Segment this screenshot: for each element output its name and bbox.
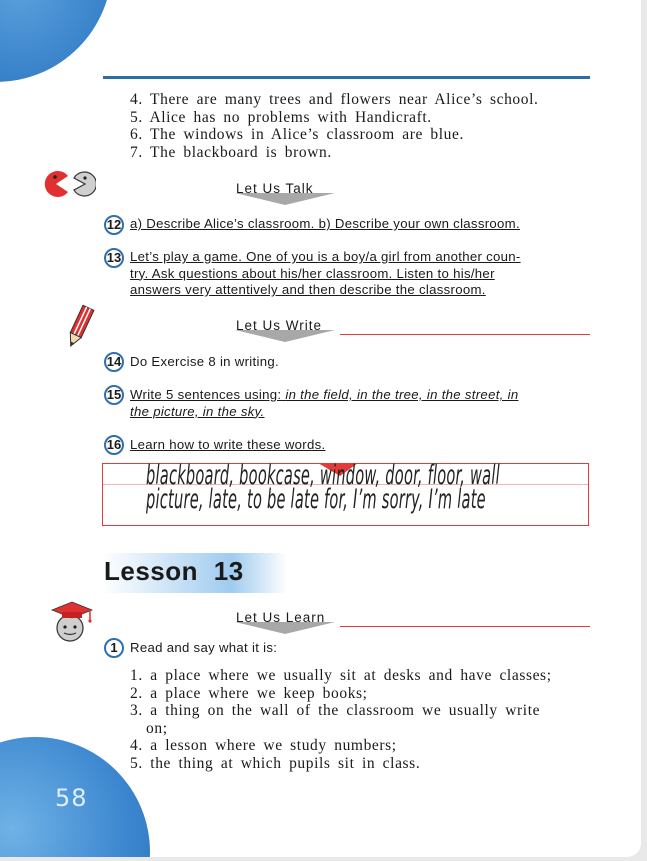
handwriting-line-1: blackboard, bookcase, window, door, floor, wall — [146, 460, 500, 491]
write-pencil-icon — [60, 302, 100, 350]
exercise-1-number: 1 — [104, 638, 124, 658]
exercise-1-text: Read and say what it is: — [130, 640, 278, 655]
statement-item: 5. Alice has no problems with Handicraft. — [130, 108, 432, 126]
exercise-14-number: 14 — [104, 352, 124, 372]
definition-item: 5. the thing at which pupils sit in class. — [130, 754, 421, 772]
definition-item: on; — [146, 719, 168, 737]
heading-triangle — [235, 622, 335, 634]
exercise-16-text — [130, 437, 325, 454]
section-talk-heading — [230, 181, 350, 209]
statement-list — [130, 91, 539, 161]
definition-item: 3. a thing on the wall of the classroom we usually write — [130, 702, 541, 720]
exercise-16-number: 16 — [104, 435, 124, 455]
definition-item: 4. a lesson where we study numbers; — [130, 737, 397, 755]
exercise-12-number: 12 — [104, 215, 124, 235]
corner-decoration-top — [0, 0, 112, 82]
page-number: 58 — [55, 784, 88, 812]
exercise-12-text — [130, 216, 520, 233]
heading-triangle — [235, 330, 335, 342]
heading-triangle — [235, 193, 335, 205]
exercise-15-number: 15 — [104, 385, 124, 405]
section-learn-heading — [230, 610, 590, 638]
exercise-13-line: answers very attentively and then describe the classroom. — [130, 282, 486, 297]
heading-red-line — [340, 626, 590, 627]
section-write-title: Let Us Write — [236, 318, 323, 333]
definition-item: 2. a place where we keep books; — [130, 684, 368, 702]
exercise-12-line: a) Describe Alice’s classroom. b) Describe your own classroom. — [130, 216, 520, 231]
statement-item: 7. The blackboard is brown. — [130, 143, 332, 161]
exercise-14-text: Do Exercise 8 in writing. — [130, 354, 279, 369]
exercise-15-prefix: Write 5 sentences using: — [130, 387, 282, 402]
section-talk-title: Let Us Talk — [236, 181, 314, 196]
header-rule — [103, 76, 590, 79]
exercise-15-phrases: the picture, in the sky. — [130, 403, 265, 419]
heading-red-line — [340, 334, 590, 335]
exercise-13-text — [130, 249, 580, 299]
lesson-title: Lesson 13 — [104, 556, 244, 586]
exercise-15-text — [130, 387, 590, 420]
exercise-13-number: 13 — [104, 248, 124, 268]
exercise-15-line-1 — [130, 387, 590, 404]
definition-list — [130, 667, 590, 773]
section-learn-title: Let Us Learn — [236, 610, 326, 625]
statement-item: 4. There are many trees and flowers near Alice’s school. — [130, 91, 539, 108]
exercise-13-line: Let’s play a game. One of you is a boy/a girl from another coun- — [130, 249, 521, 264]
exercise-15-phrases: in the field, in the tree, in the street, in — [285, 387, 519, 402]
exercise-15-line-2 — [130, 404, 590, 421]
exercise-13-line: try. Ask questions about his/her classroom. Listen to his/her — [130, 265, 495, 281]
statement-item: 6. The windows in Alice’s classroom are blue. — [130, 126, 464, 144]
definition-item: 1. a place where we usually sit at desks and have classes; — [130, 667, 552, 684]
section-write-heading — [230, 318, 590, 346]
handwriting-line-2: picture, late, to be late for, I’m sorry, I’m late — [146, 484, 486, 515]
learn-graduation-cap-icon — [50, 600, 96, 644]
exercise-16-line: Learn how to write these words. — [130, 437, 326, 452]
talk-pacman-icon — [40, 168, 96, 200]
